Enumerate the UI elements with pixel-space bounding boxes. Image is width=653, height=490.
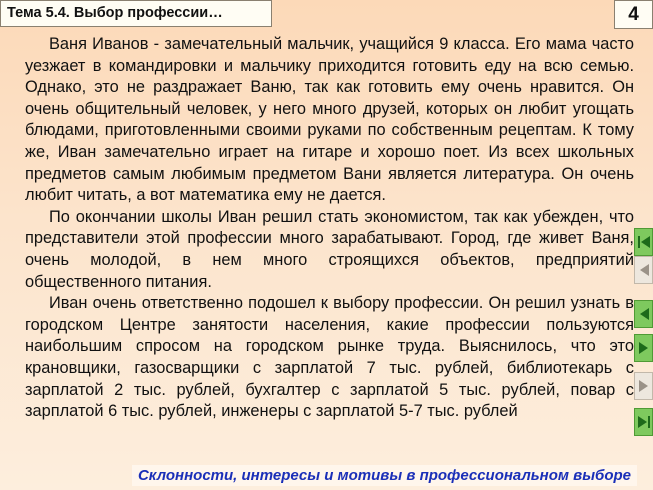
play-back-icon — [638, 307, 650, 321]
first-slide-button[interactable] — [634, 228, 653, 256]
play-back-icon — [638, 263, 650, 277]
back-button[interactable] — [634, 300, 653, 328]
skip-forward-icon — [638, 415, 650, 429]
play-forward-icon — [638, 379, 650, 393]
previous-slide-button[interactable] — [634, 256, 653, 284]
slide-text — [25, 34, 634, 423]
paragraph-2: По окончании школы Иван решил стать экономистом, так как убежден, что представители этой профессии много зарабатывают. Город, где живет Ваня, очень молодой, в нем много строящихся объектов, предприятий общественного питания. — [25, 207, 634, 291]
paragraph-3: Иван очень ответственно подошел к выбору профессии. Он решил узнать в городском Центре занятости населения, какие профессии пользуются наибольшим спросом на городском рынке труда. Выяснилось, что это крановщики, газосварщики с зарплатой 7 тыс. рублей, библиотекарь с зарплатой 2 тыс. рублей, бухгалтер с зарплатой 5 тыс. рублей, повар с зарплатой 6 тыс. рублей, инженеры с зарплатой 5-7 тыс. рублей — [25, 294, 634, 421]
next-slide-button[interactable] — [634, 334, 653, 362]
play-forward-icon — [638, 341, 650, 355]
section-title: Склонности, интересы и мотивы в профессиональном выборе — [132, 465, 637, 486]
forward-button[interactable] — [634, 372, 653, 400]
page-number: 4 — [614, 0, 653, 29]
last-slide-button[interactable] — [634, 408, 653, 436]
paragraph-1: Ваня Иванов - замечательный мальчик, учащийся 9 класса. Его мама часто уезжает в командировки и мальчику приходится готовить еду на всю семью. Однако, это не раздражает Ваню, так как готовить ему очень нравится. Он очень общительный человек, у него много друзей, которых он любит угощать блюдами, приготовленными своими руками по собственным рецептам. К тому же, Иван замечательно играет на гитаре и хорошо поет. Из всех школьных предметов самым любимым предметом Вани является литература. Он очень любит читать, а вот математика ему не дается. — [25, 35, 634, 205]
skip-back-icon — [638, 235, 650, 249]
footer — [0, 460, 653, 490]
topic-title: Тема 5.4. Выбор профессии… — [0, 0, 272, 27]
